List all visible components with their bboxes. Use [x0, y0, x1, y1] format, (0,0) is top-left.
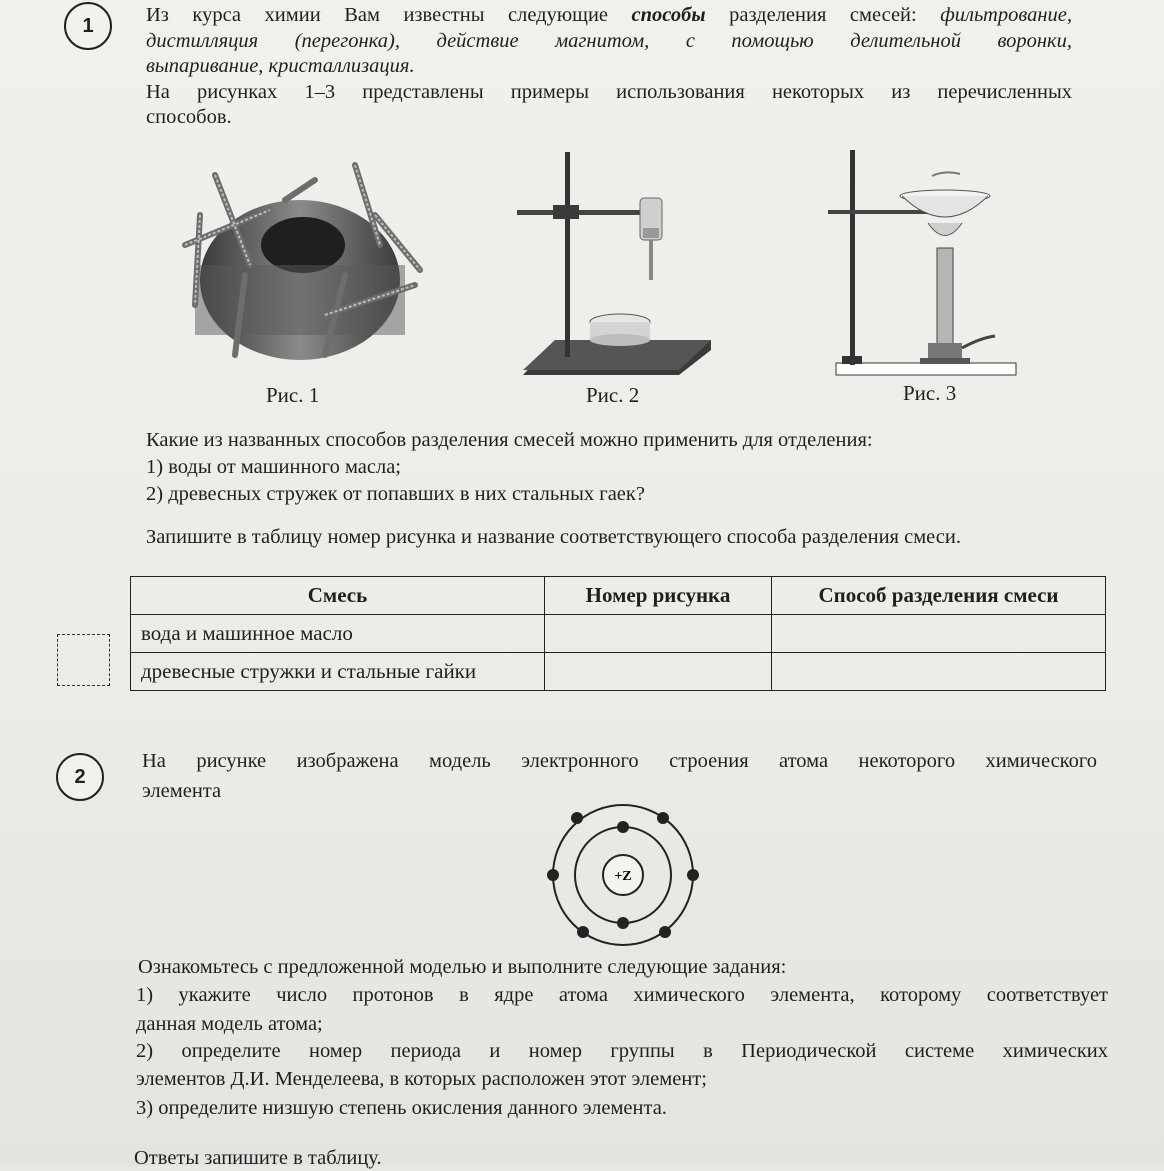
table-row — [131, 615, 1106, 653]
q1-methods-line2: дистилляция (перегонка), действие магнитом, с помощью делительной воронки, — [146, 30, 1072, 52]
figure-2-separating-funnel-image — [515, 150, 715, 380]
q1-question: Какие из названных способов разделения смесей можно применить для отделения: — [146, 429, 873, 451]
q1-method-filtration: фильтрование, — [940, 4, 1072, 26]
question-1-number: 1 — [64, 2, 112, 50]
q1-figs-line1: На рисунках 1–3 представлены примеры использования некоторых из перечисленных — [146, 81, 1072, 103]
header-figure-number: Номер рисунка — [545, 577, 772, 615]
q1-intro-mid: разделения смесей: — [705, 4, 941, 26]
q2-task1-line1: 1) укажите число протонов в ядре атома химического элемента, которому соответствует — [136, 984, 1108, 1006]
row2-figure-cell[interactable] — [545, 653, 772, 691]
figure-1-magnet-image — [175, 155, 425, 370]
q1-intro-line1 — [146, 3, 1072, 28]
table-header-row — [131, 577, 1106, 615]
question-2-number: 2 — [56, 753, 104, 801]
row1-method-cell[interactable] — [772, 615, 1106, 653]
row1-figure-cell[interactable] — [545, 615, 772, 653]
score-box — [57, 634, 110, 686]
row2-mixture: древесные стружки и стальные гайки — [131, 653, 545, 691]
q1-instruction: Запишите в таблицу номер рисунка и название соответствующего способа разделения смеси. — [146, 526, 961, 548]
q2-task1-line2: данная модель атома; — [136, 1013, 323, 1035]
nucleus-charge: +Z — [614, 869, 632, 884]
q2-line2: элемента — [142, 780, 222, 802]
q2-line1: На рисунке изображена модель электронного строения атома некоторого химического — [142, 750, 1097, 772]
q1-answer-table — [130, 576, 1106, 691]
atom-model-diagram — [543, 802, 703, 948]
q1-intro-prefix: Из курса химии Вам известны следующие — [146, 4, 632, 26]
row2-method-cell[interactable] — [772, 653, 1106, 691]
header-mixture: Смесь — [131, 577, 545, 615]
q1-methods-line3: выпаривание, кристаллизация. — [146, 55, 415, 77]
q1-intro-emph: способы — [631, 4, 706, 26]
q1-item-2: 2) древесных стружек от попавших в них стальных гаек? — [146, 483, 645, 505]
q2-lead: Ознакомьтесь с предложенной моделью и выполните следующие задания: — [138, 956, 787, 978]
figure-3-caption: Рис. 3 — [903, 381, 957, 405]
header-method: Способ разделения смеси — [772, 577, 1106, 615]
figure-1-caption: Рис. 1 — [266, 383, 320, 407]
q1-figs-line2: способов. — [146, 106, 232, 128]
q2-task2-line2: элементов Д.И. Менделеева, в которых расположен этот элемент; — [136, 1068, 707, 1090]
table-row — [131, 653, 1106, 691]
q1-item-1: 1) воды от машинного масла; — [146, 456, 401, 478]
figure-2-caption: Рис. 2 — [586, 383, 640, 407]
q2-task3: 3) определите низшую степень окисления данного элемента. — [136, 1097, 667, 1119]
q2-task2-line1: 2) определите номер периода и номер группы в Периодической системе химических — [136, 1040, 1108, 1062]
row1-mixture: вода и машинное масло — [131, 615, 545, 653]
figure-3-evaporation-image — [820, 148, 1020, 380]
q2-footer: Ответы запишите в таблицу. — [134, 1147, 382, 1169]
